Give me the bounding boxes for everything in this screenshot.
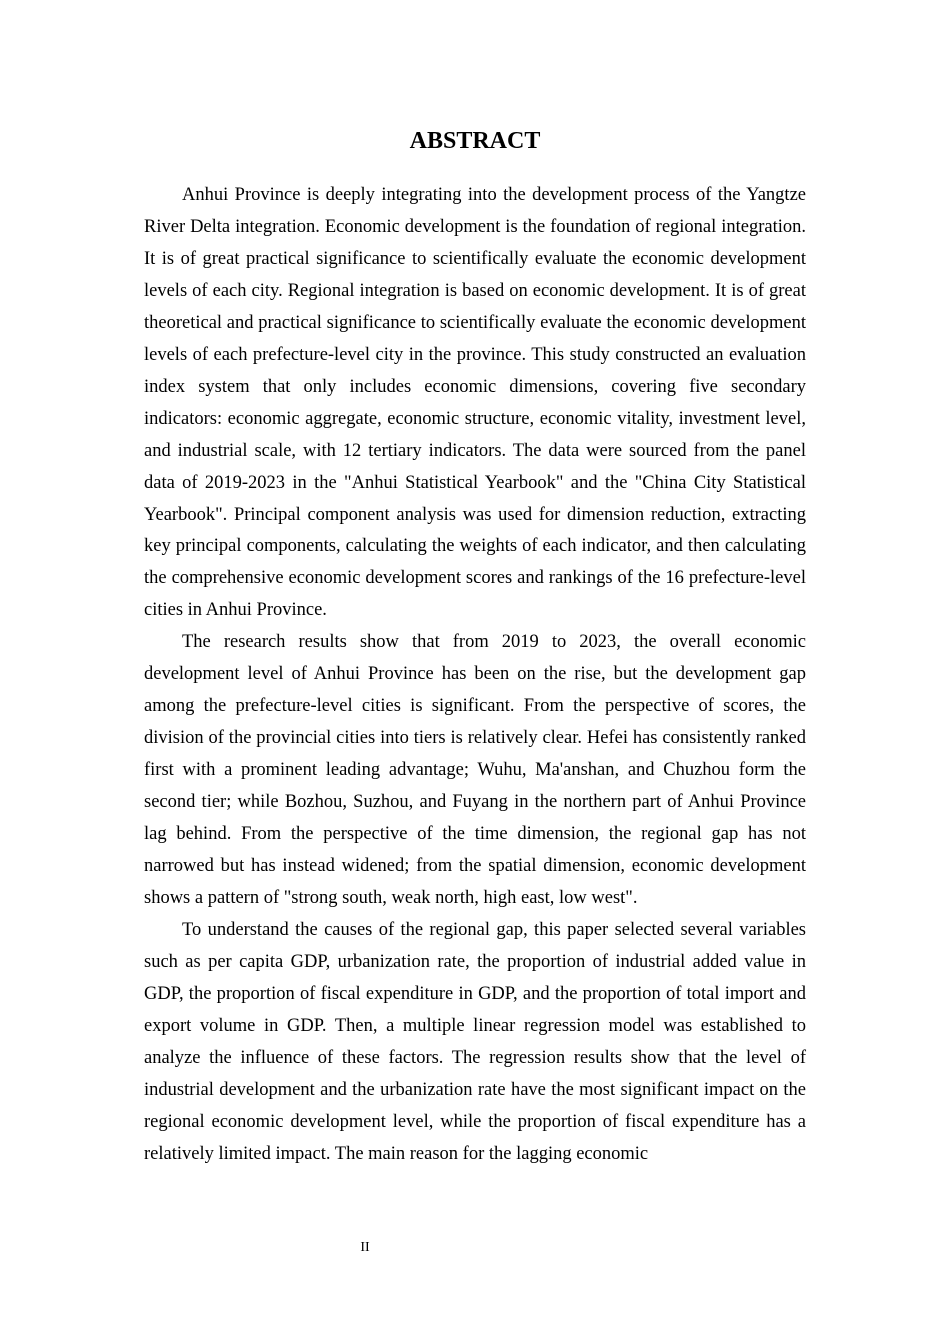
abstract-paragraph-1: Anhui Province is deeply integrating into the development process of the Yangtze River Delta integration. Economic development is the foundation of regional integration. It is of great practical significance to scientifically evaluate the economic development levels of each city. Regional integration is based on economic development. It is of great theoretical and practical significance to scientifically evaluate the economic development levels of each prefecture-level city in the province. This study constructed an evaluation index system that only includes economic dimensions, covering five secondary indicators: economic aggregate, economic structure, economic vitality, investment level, and industrial scale, with 12 tertiary indicators. The data were sourced from the panel data of 2019-2023 in the "Anhui Statistical Yearbook" and the "China City Statistical Yearbook". Principal component analysis was used for dimension reduction, extracting key principal components, calculating the weights of each indicator, and then calculating the comprehensive economic development scores and rankings of the 16 prefecture-level cities in Anhui Province. <box>144 185 806 621</box>
abstract-paragraph-2: The research results show that from 2019 to 2023, the overall economic development level of Anhui Province has been on the rise, but the development gap among the prefecture-level cities is significant. From the perspective of scores, the division of the provincial cities into tiers is relatively clear. Hefei has consistently ranked first with a prominent leading advantage; Wuhu, Ma'anshan, and Chuzhou form the second tier; while Bozhou, Suzhou, and Fuyang in the northern part of Anhui Province lag behind. From the perspective of the time dimension, the regional gap has not narrowed but has instead widened; from the spatial dimension, economic development shows a pattern of "strong south, weak north, high east, low west". <box>144 632 806 908</box>
abstract-paragraph-3: To understand the causes of the regional gap, this paper selected several variables such as per capita GDP, urbanization rate, the proportion of industrial added value in GDP, the proportion of fiscal expenditure in GDP, and the proportion of total import and export volume in GDP. Then, a multiple linear regression model was established to analyze the influence of these factors. The regression results show that the level of industrial development and the urbanization rate have the most significant impact on the regional economic development level, while the proportion of fiscal expenditure has a relatively limited impact. The main reason for the lagging economic <box>144 919 806 1164</box>
page-title: ABSTRACT <box>409 128 541 154</box>
abstract-body <box>144 180 806 1171</box>
page-number: II <box>360 1240 370 1255</box>
